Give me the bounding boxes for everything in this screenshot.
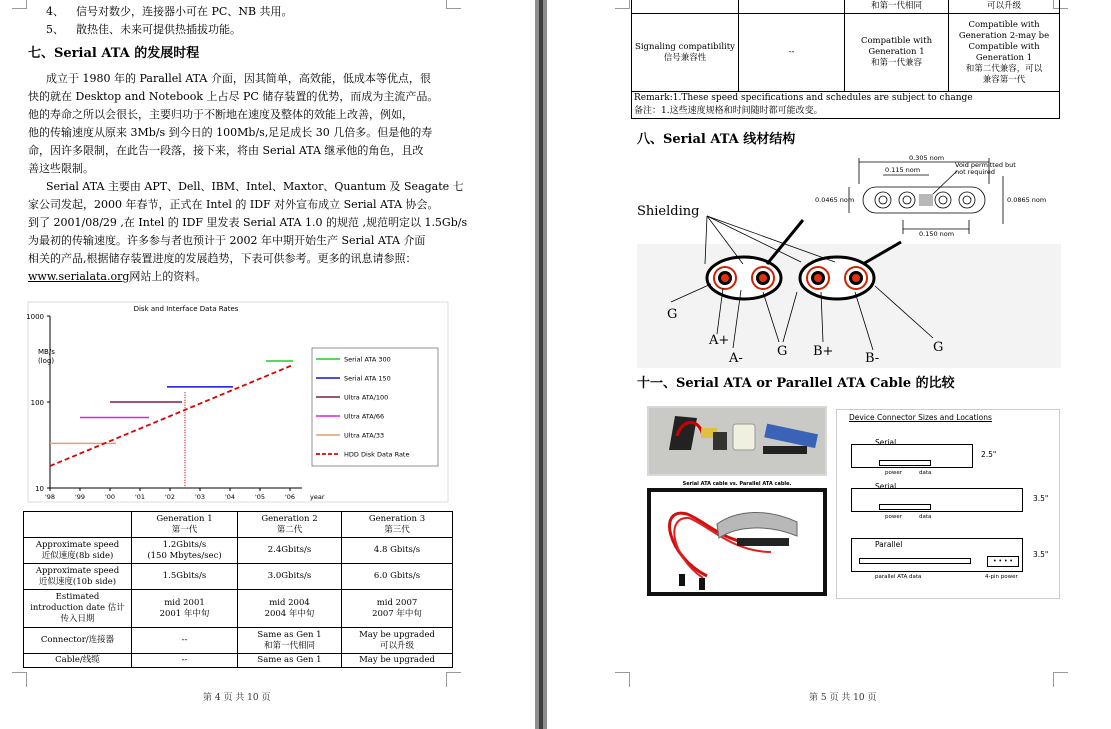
crop-mark [446, 0, 461, 9]
drive-size-label: 3.5" [1033, 550, 1049, 559]
paragraph-line: 到了 2001/08/29 ,在 Intel 的 IDF 里发表 Serial ATA 1.0 的规范 ,规范明定以 1.5Gb/s [28, 216, 468, 229]
table-cell: -- [739, 14, 845, 92]
x-tick-label: '04 [224, 493, 236, 501]
x-tick-label: '02 [164, 493, 176, 501]
legend-label: Ultra ATA/33 [344, 431, 385, 440]
table-cell: 2.4Gbits/s [238, 538, 342, 564]
paragraph-line: 他的寿命之所以会很长，主要归功于不断地在速度及整体的效能上改善，例如， [28, 108, 413, 121]
photo-caption: Serial ATA cable vs. Parallel ATA cable. [682, 481, 792, 487]
connector-sizes-panel [836, 409, 1060, 599]
page-4 [0, 0, 535, 729]
crop-mark [12, 672, 27, 687]
table-cell: 和第一代相同 [845, 0, 949, 14]
connector-sublabel: data [919, 470, 932, 476]
x-tick-label: '98 [44, 493, 56, 501]
paragraph-line: 家公司发起，2000 年春节，正式在 Intel 的 IDF 对外宣布成立 Serial ATA 协会。 [28, 198, 439, 211]
table-cell: Signaling compatibility 信号兼容性 [632, 14, 739, 92]
table-cell: May be upgraded 可以升级 [342, 628, 453, 654]
x-tick-label: '03 [194, 493, 206, 501]
table-cell: Same as Gen 1 和第一代相同 [238, 628, 342, 654]
table-cell: Cable/线缆 [24, 654, 132, 668]
table-cell: Estimated introduction date 估计 传入日期 [24, 590, 132, 628]
connector-type-label: Serial [875, 482, 897, 491]
x-tick-label: '00 [104, 493, 116, 501]
paragraph-line: 为最初的传输速度。许多参与者也预计于 2002 年中期开始生产 Serial ATA 介面 [28, 234, 426, 247]
table-cell: 3.0Gbits/s [238, 564, 342, 590]
table-cell: mid 2004 2004 年中旬 [238, 590, 342, 628]
table-cell: Same as Gen 1 [238, 654, 342, 668]
connector-slot [879, 460, 931, 466]
x-tick-label: '06 [284, 493, 296, 501]
connector-sublabel: power [885, 470, 902, 476]
table-cell: 1.5Gbits/s [132, 564, 238, 590]
list-item-4: 4、 信号对数少，连接器小可在 PC、NB 共用。 [46, 5, 293, 18]
paragraph-line: Serial ATA 主要由 APT、Dell、IBM、Intel、Maxtor、Quantum 及 Seagate 七 [46, 180, 464, 193]
table-cell: Connector/连接器 [24, 628, 132, 654]
power-connector: • • • • [987, 556, 1019, 567]
legend-label: Ultra ATA/100 [344, 393, 389, 402]
x-axis-label: year [310, 493, 325, 501]
dim-right-label: 0.0865 nom [1007, 196, 1047, 204]
void-note-label: Void permitted but not required [955, 161, 1016, 176]
page-footer: 第 4 页 共 10 页 [203, 693, 271, 703]
x-tick-label: '05 [254, 493, 266, 501]
page-footer: 第 5 页 共 10 页 [809, 693, 877, 703]
cable-structure-diagram [637, 154, 1061, 368]
table-cell: mid 2001 2001 年中旬 [132, 590, 238, 628]
connector-sublabel: data [919, 514, 932, 520]
legend-label: Serial ATA 300 [344, 355, 391, 364]
label-a-plus: A+ [709, 333, 730, 348]
table-cell: mid 2007 2007 年中旬 [342, 590, 453, 628]
y-tick-label: 100 [30, 399, 44, 407]
section-8-heading: 八、Serial ATA 线材结构 [637, 132, 796, 147]
y-axis-label: (log) [38, 357, 55, 365]
remark-english: Remark:1.These speed specifications and schedules are subject to change [634, 93, 973, 103]
table-cell: Generation 1 第一代 [132, 512, 238, 538]
reference-line: www.serialata.org网站上的资料。 [28, 270, 207, 283]
legend-label: Ultra ATA/66 [344, 412, 385, 421]
paragraph-line: 成立于 1980 年的 Parallel ATA 介面，因其简单，高效能，低成本等优点，很 [46, 72, 431, 85]
table-cell: 4.8 Gbits/s [342, 538, 453, 564]
table-row [24, 590, 453, 628]
table-row [632, 14, 1060, 92]
section-11-heading: 十一、Serial ATA or Parallel ATA Cable 的比较 [637, 376, 955, 391]
table-cell: Generation 2 第二代 [238, 512, 342, 538]
connector-panel-title: Device Connector Sizes and Locations [849, 413, 992, 422]
table-cell [739, 0, 845, 14]
page-separator-line [539, 0, 543, 729]
table-cell: Approximate speed 近似速度(10b side) [24, 564, 132, 590]
table-cell [632, 0, 739, 14]
generation-table [23, 511, 453, 668]
paragraph-line: 善这些限制。 [28, 162, 94, 175]
connector-row [851, 532, 1056, 580]
chart-title: Disk and Interface Data Rates [133, 305, 239, 313]
crop-mark [12, 0, 27, 9]
table-cell: 可以升级 [949, 0, 1060, 14]
paragraph-line: 他的传输速度从原来 3Mb/s 到今日的 100Mb/s,足足成长 30 几倍多。但是他的寿 [28, 126, 433, 139]
y-axis-label: MB/s [38, 348, 55, 356]
paragraph-line: 快的就在 Desktop and Notebook 上占尽 PC 储存装置的优势，而成为主流产品。 [28, 90, 439, 103]
table-row [632, 0, 1060, 14]
connector-slot [859, 558, 971, 564]
table-cell: Generation 3 第三代 [342, 512, 453, 538]
table-cell [24, 512, 132, 538]
serialata-link[interactable]: www.serialata.org [28, 270, 130, 283]
chart-legend [312, 348, 438, 466]
legend-label: Serial ATA 150 [344, 374, 391, 383]
table-row [24, 512, 453, 538]
remark-chinese: 备注：1.这些速度规格和时间随时都可能改变。 [634, 106, 823, 116]
generation-table-continued [631, 0, 1060, 119]
label-a-minus: A- [729, 351, 743, 366]
connector-type-label: Serial [875, 438, 897, 447]
label-g-1: G [667, 307, 678, 322]
shielding-label: Shielding [637, 204, 700, 219]
data-rate-chart [28, 302, 448, 502]
drive-outline [851, 488, 1023, 512]
table-cell: 6.0 Gbits/s [342, 564, 453, 590]
y-tick-label: 1000 [26, 313, 44, 321]
connector-row [851, 438, 1056, 478]
dim-left-label: 0.0465 nom [815, 196, 855, 204]
label-b-plus: B+ [813, 344, 834, 359]
table-cell: May be upgraded [342, 654, 453, 668]
label-b-minus: B- [865, 351, 880, 366]
table-cell: -- [132, 654, 238, 668]
cable-photos [647, 406, 827, 596]
connector-row [851, 482, 1056, 522]
dim-bottom-label: 0.150 nom [919, 230, 955, 238]
table-row [24, 538, 453, 564]
page-5 [547, 0, 1111, 729]
legend-label: HDD Disk Data Rate [344, 450, 410, 459]
drive-size-label: 3.5" [1033, 494, 1049, 503]
table-cell: Approximate speed 近似速度(8b side) [24, 538, 132, 564]
paragraph-serial-ata-founders [28, 178, 467, 268]
connector-sublabel: power [885, 514, 902, 520]
label-g-2: G [777, 344, 788, 359]
connector-sublabel: parallel ATA data [875, 574, 922, 580]
crop-mark [615, 0, 630, 9]
dim-total-label: 0.305 nom [909, 154, 945, 162]
crop-mark [446, 672, 461, 687]
paragraph-line: 命，因许多限制，在此告一段落，接下来，将由 Serial ATA 继承他的角色，且改 [28, 144, 424, 157]
remark-row [632, 92, 1060, 119]
drive-size-label: 2.5" [981, 450, 997, 459]
label-g-3: G [933, 340, 944, 355]
dim-inner-label: 0.115 nom [885, 166, 921, 174]
table-row [24, 628, 453, 654]
table-row [24, 654, 453, 668]
section-7-heading: 七、Serial ATA 的发展时程 [28, 46, 200, 61]
table-row [24, 564, 453, 590]
connector-sublabel: 4-pin power [985, 574, 1018, 580]
table-cell: 1.2Gbits/s (150 Mbytes/sec) [132, 538, 238, 564]
x-tick-label: '99 [74, 493, 86, 501]
x-tick-label: '01 [134, 493, 146, 501]
remark-cell [632, 92, 1060, 119]
crop-mark [1053, 672, 1068, 687]
list-item-5: 5、 散热佳、未来可提供热插拔功能。 [46, 23, 241, 36]
table-cell: -- [132, 628, 238, 654]
paragraph-history [28, 70, 438, 178]
paragraph-line: 相关的产品,根据储存装置进度的发展趋势，下表可供参考。更多的讯息请参照： [28, 252, 417, 265]
table-cell: Compatible with Generation 1 和第一代兼容 [845, 14, 949, 92]
connector-slot [879, 504, 931, 510]
y-tick-label: 10 [35, 485, 44, 493]
crop-mark [615, 672, 630, 687]
table-cell: Compatible with Generation 2-may be Compatible with Generation 1 和第二代兼容，可以 兼容第一代 [949, 14, 1060, 92]
connector-type-label: Parallel [875, 540, 903, 549]
